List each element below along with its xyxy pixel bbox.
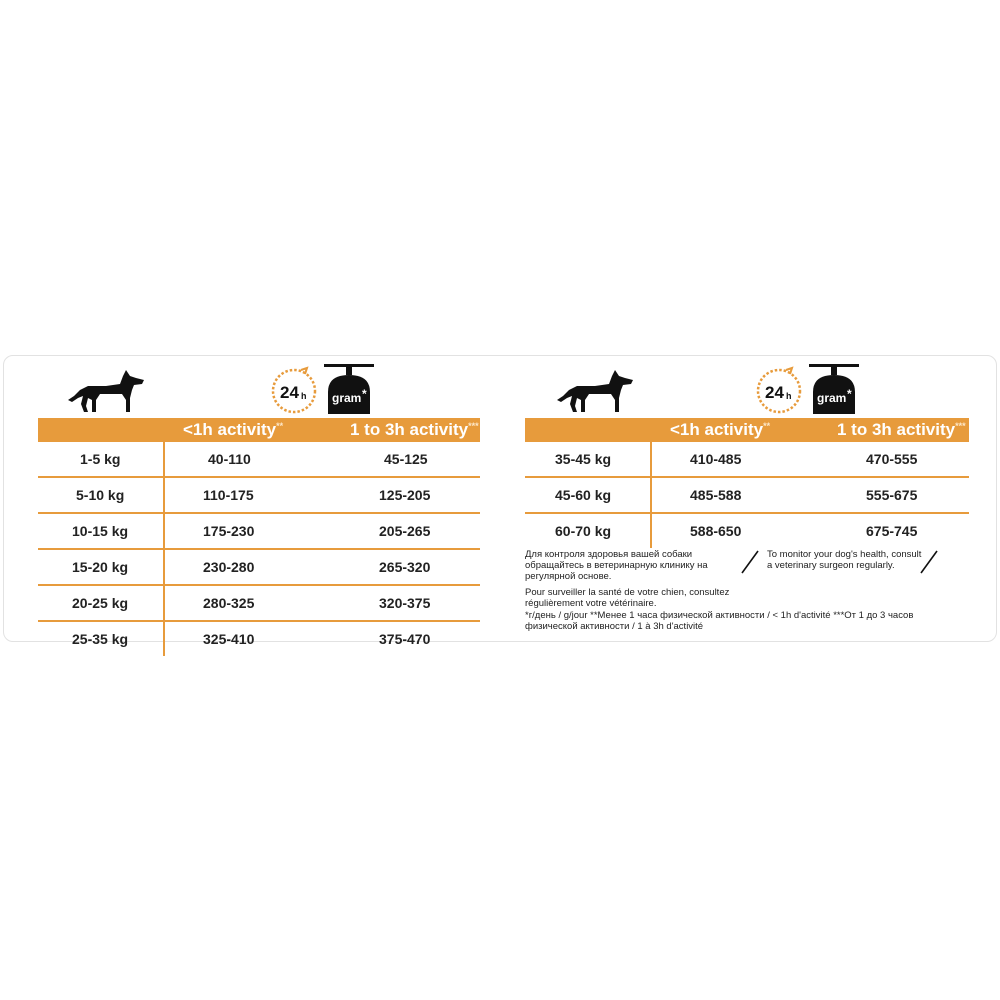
table-row bbox=[38, 442, 480, 478]
dog-icon bbox=[555, 368, 635, 414]
table-row bbox=[38, 586, 480, 622]
weight-cell: 20-25 kg bbox=[72, 595, 129, 611]
low-activity-cell: 175-230 bbox=[203, 523, 255, 539]
table-header-icons bbox=[38, 356, 480, 418]
clock-24h-icon bbox=[268, 364, 320, 416]
table-row bbox=[525, 478, 969, 514]
activity-header-bar bbox=[525, 418, 969, 442]
activity-header-bar bbox=[38, 418, 480, 442]
high-activity-cell: 675-745 bbox=[866, 523, 918, 539]
scale-gram-icon bbox=[320, 362, 378, 414]
weight-cell: 5-10 kg bbox=[76, 487, 125, 503]
weight-cell: 10-15 kg bbox=[72, 523, 129, 539]
high-activity-cell: 320-375 bbox=[379, 595, 431, 611]
col-1-to-3h-header: 1 to 3h activity*** bbox=[837, 420, 966, 439]
notes-ru-fr bbox=[525, 549, 737, 614]
weight-cell: 1-5 kg bbox=[80, 451, 121, 467]
weight-cell: 60-70 kg bbox=[555, 523, 612, 539]
table-row bbox=[38, 478, 480, 514]
col-less-1h-header: <1h activity** bbox=[183, 420, 284, 439]
note-en: To monitor your dog's health, consult a veterinary surgeon regularly. bbox=[767, 549, 922, 571]
clock-24h-icon bbox=[753, 364, 805, 416]
dog-icon bbox=[66, 368, 146, 414]
notes-en bbox=[767, 549, 927, 576]
scale-mark: * bbox=[847, 387, 852, 401]
low-activity-cell: 280-325 bbox=[203, 595, 255, 611]
high-activity-cell: 375-470 bbox=[379, 631, 431, 647]
high-activity-cell: 265-320 bbox=[379, 559, 431, 575]
weight-cell: 45-60 kg bbox=[555, 487, 612, 503]
scale-label: gram bbox=[332, 391, 362, 405]
note-ru: Для контроля здоровья вашей собаки обращайтесь в ветеринарную клинику на регулярной основе. bbox=[525, 549, 708, 582]
high-activity-cell: 125-205 bbox=[379, 487, 431, 503]
slash-divider-icon bbox=[738, 549, 762, 575]
scale-mark: * bbox=[362, 387, 367, 401]
clock-unit: h bbox=[301, 391, 307, 401]
col-less-1h-header: <1h activity** bbox=[670, 420, 771, 439]
slash-divider-icon bbox=[917, 549, 941, 575]
feeding-table-left bbox=[38, 356, 480, 656]
clock-label: 24 bbox=[765, 383, 784, 402]
table-header-icons bbox=[525, 356, 969, 418]
feeding-guide-card bbox=[3, 355, 997, 647]
note-fr: Pour surveiller la santé de votre chien, consultez régulièrement votre vétérinaire. bbox=[525, 587, 730, 609]
table-row bbox=[38, 550, 480, 586]
clock-unit: h bbox=[786, 391, 792, 401]
clock-label: 24 bbox=[280, 383, 299, 402]
high-activity-cell: 205-265 bbox=[379, 523, 431, 539]
scale-gram-icon bbox=[805, 362, 863, 414]
table-body bbox=[525, 442, 969, 548]
low-activity-cell: 40-110 bbox=[208, 451, 251, 467]
weight-cell: 35-45 kg bbox=[555, 451, 612, 467]
low-activity-cell: 230-280 bbox=[203, 559, 255, 575]
table-row bbox=[525, 442, 969, 478]
feeding-table-right bbox=[525, 356, 969, 632]
col-1-to-3h-header: 1 to 3h activity*** bbox=[350, 420, 479, 439]
low-activity-cell: 410-485 bbox=[690, 451, 742, 467]
table-row bbox=[525, 514, 969, 548]
scale-label: gram bbox=[817, 391, 847, 405]
high-activity-cell: 45-125 bbox=[384, 451, 428, 467]
table-row bbox=[38, 622, 480, 656]
weight-cell: 25-35 kg bbox=[72, 631, 129, 647]
low-activity-cell: 588-650 bbox=[690, 523, 742, 539]
high-activity-cell: 555-675 bbox=[866, 487, 918, 503]
low-activity-cell: 485-588 bbox=[690, 487, 742, 503]
footnote: *г/день / g/jour **Менее 1 часа физической активности / < 1h d'activité ***От 1 до 3 часов физической активности / 1 à 3h d'activité bbox=[525, 610, 914, 632]
low-activity-cell: 110-175 bbox=[203, 487, 254, 503]
high-activity-cell: 470-555 bbox=[866, 451, 918, 467]
table-body bbox=[38, 442, 480, 656]
low-activity-cell: 325-410 bbox=[203, 631, 255, 647]
weight-cell: 15-20 kg bbox=[72, 559, 129, 575]
table-row bbox=[38, 514, 480, 550]
